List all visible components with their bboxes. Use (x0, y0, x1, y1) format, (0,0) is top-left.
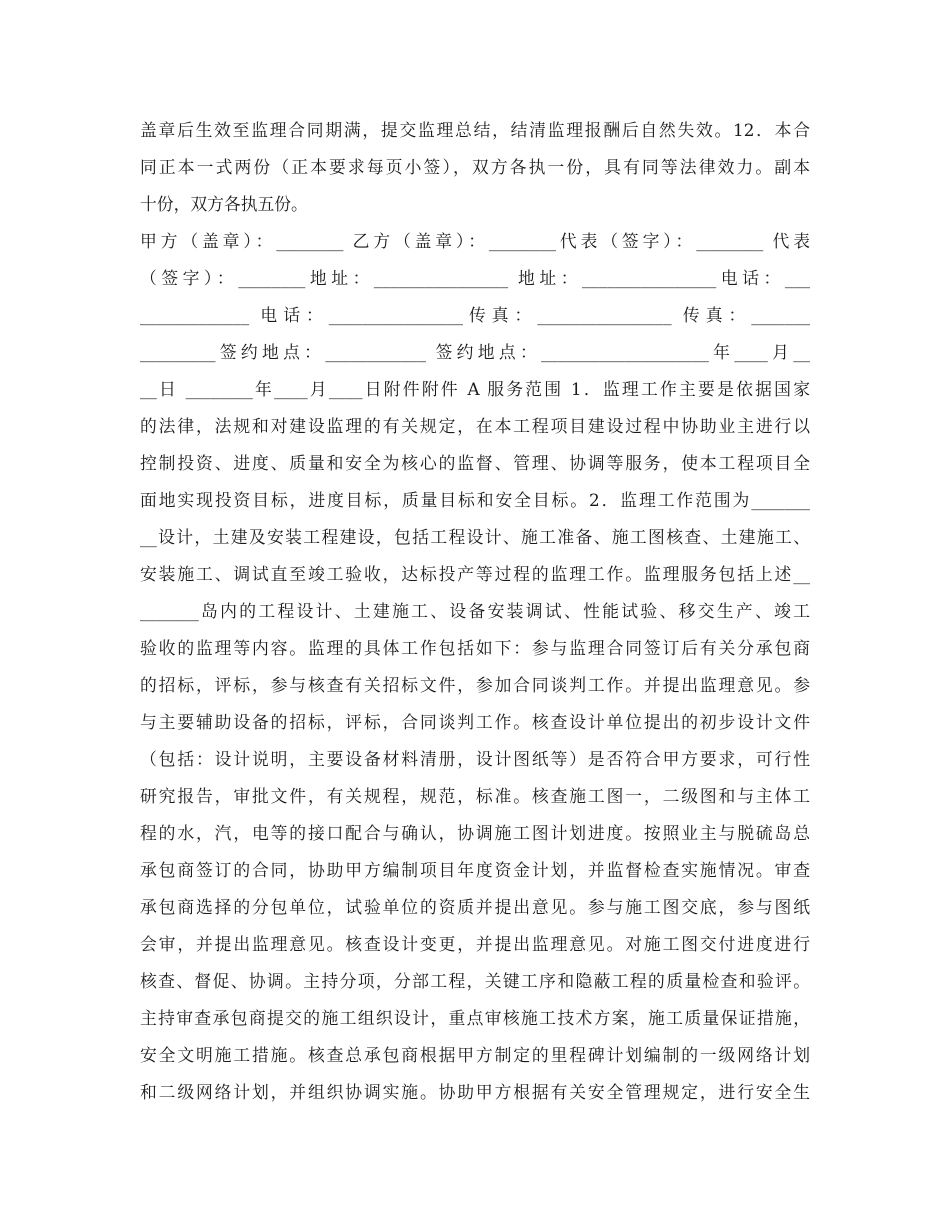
text-line: 控制投资、进度、质量和安全为核心的监督、管理、协调等服务，使本工程项目全 (140, 453, 810, 473)
text-line: 与主要辅助设备的招标，评标，合同谈判工作。核查设计单位提出的初步设计文件 (140, 712, 810, 732)
text-line: 十份，双方各执五份。 (140, 194, 308, 214)
contract-body-text (140, 112, 810, 1111)
text-line: 的法律，法规和对建设监理的有关规定，在本工程项目建设过程中协助业主进行以 (140, 416, 810, 436)
signature-line: 甲方（盖章）：________ 乙方（盖章）：________代表（签字）：________ 代表 (140, 231, 810, 251)
text-line: 主持审查承包商提交的施工组织设计，重点审核施工技术方案，施工质量保证措施， (140, 1008, 810, 1028)
text-line: 安装施工、调试直至竣工验收，达标投产等过程的监理工作。监理服务包括上述__ (140, 564, 810, 584)
signature-line: （签字）：________地址：________________ 地址：________________电话：___ (140, 268, 810, 288)
text-line: 和二级网络计划，并组织协调实施。协助甲方根据有关安全管理规定，进行安全生 (140, 1082, 810, 1102)
text-line: 安全文明施工措施。核查总承包商根据甲方制定的里程碑计划编制的一级网络计划 (140, 1045, 810, 1065)
text-line: __日 ________年____月____日附件附件 A 服务范围 1．监理工作主要是依据国家 (140, 379, 810, 399)
text-line: （包括：设计说明，主要设备材料清册，设计图纸等）是否符合甲方要求，可行性 (140, 749, 810, 769)
text-line: 盖章后生效至监理合同期满，提交监理总结，结清监理报酬后自然失效。12．本合 (140, 120, 810, 140)
text-line: 的招标，评标，参与核查有关招标文件，参加合同谈判工作。并提出监理意见。参 (140, 675, 810, 695)
text-line: _______岛内的工程设计、土建施工、设备安装调试、性能试验、移交生产、竣工 (140, 601, 810, 621)
text-line: 面地实现投资目标，进度目标，质量目标和安全目标。2．监理工作范围为_______ (140, 490, 810, 510)
text-line: 研究报告，审批文件，有关规程，规范，标准。核查施工图一，二级图和与主体工 (140, 786, 810, 806)
text-line: 承包商选择的分包单位，试验单位的资质并提出意见。参与施工图交底，参与图纸 (140, 897, 810, 917)
text-line: __设计，土建及安装工程建设，包括工程设计、施工准备、施工图核查、土建施工、 (140, 527, 810, 547)
text-line: 核查、督促、协调。主持分项，分部工程，关键工序和隐蔽工程的质量检查和验评。 (140, 971, 810, 991)
text-line: 会审，并提出监理意见。核查设计变更，并提出监理意见。对施工图交付进度进行 (140, 934, 810, 954)
signature-line: _________签约地点：____________ 签约地点：____________________年____月__ (140, 342, 810, 362)
text-line: 同正本一式两份（正本要求每页小签），双方各执一份，具有同等法律效力。副本 (140, 157, 810, 177)
text-line: 验收的监理等内容。监理的具体工作包括如下：参与监理合同签订后有关分承包商 (140, 638, 810, 658)
signature-line: _____________ 电话：________________传真：________________ 传真：_______ (140, 305, 810, 325)
text-line: 承包商签订的合同，协助甲方编制项目年度资金计划，并监督检查实施情况。审查 (140, 860, 810, 880)
text-line: 程的水，汽，电等的接口配合与确认，协调施工图计划进度。按照业主与脱硫岛总 (140, 823, 810, 843)
